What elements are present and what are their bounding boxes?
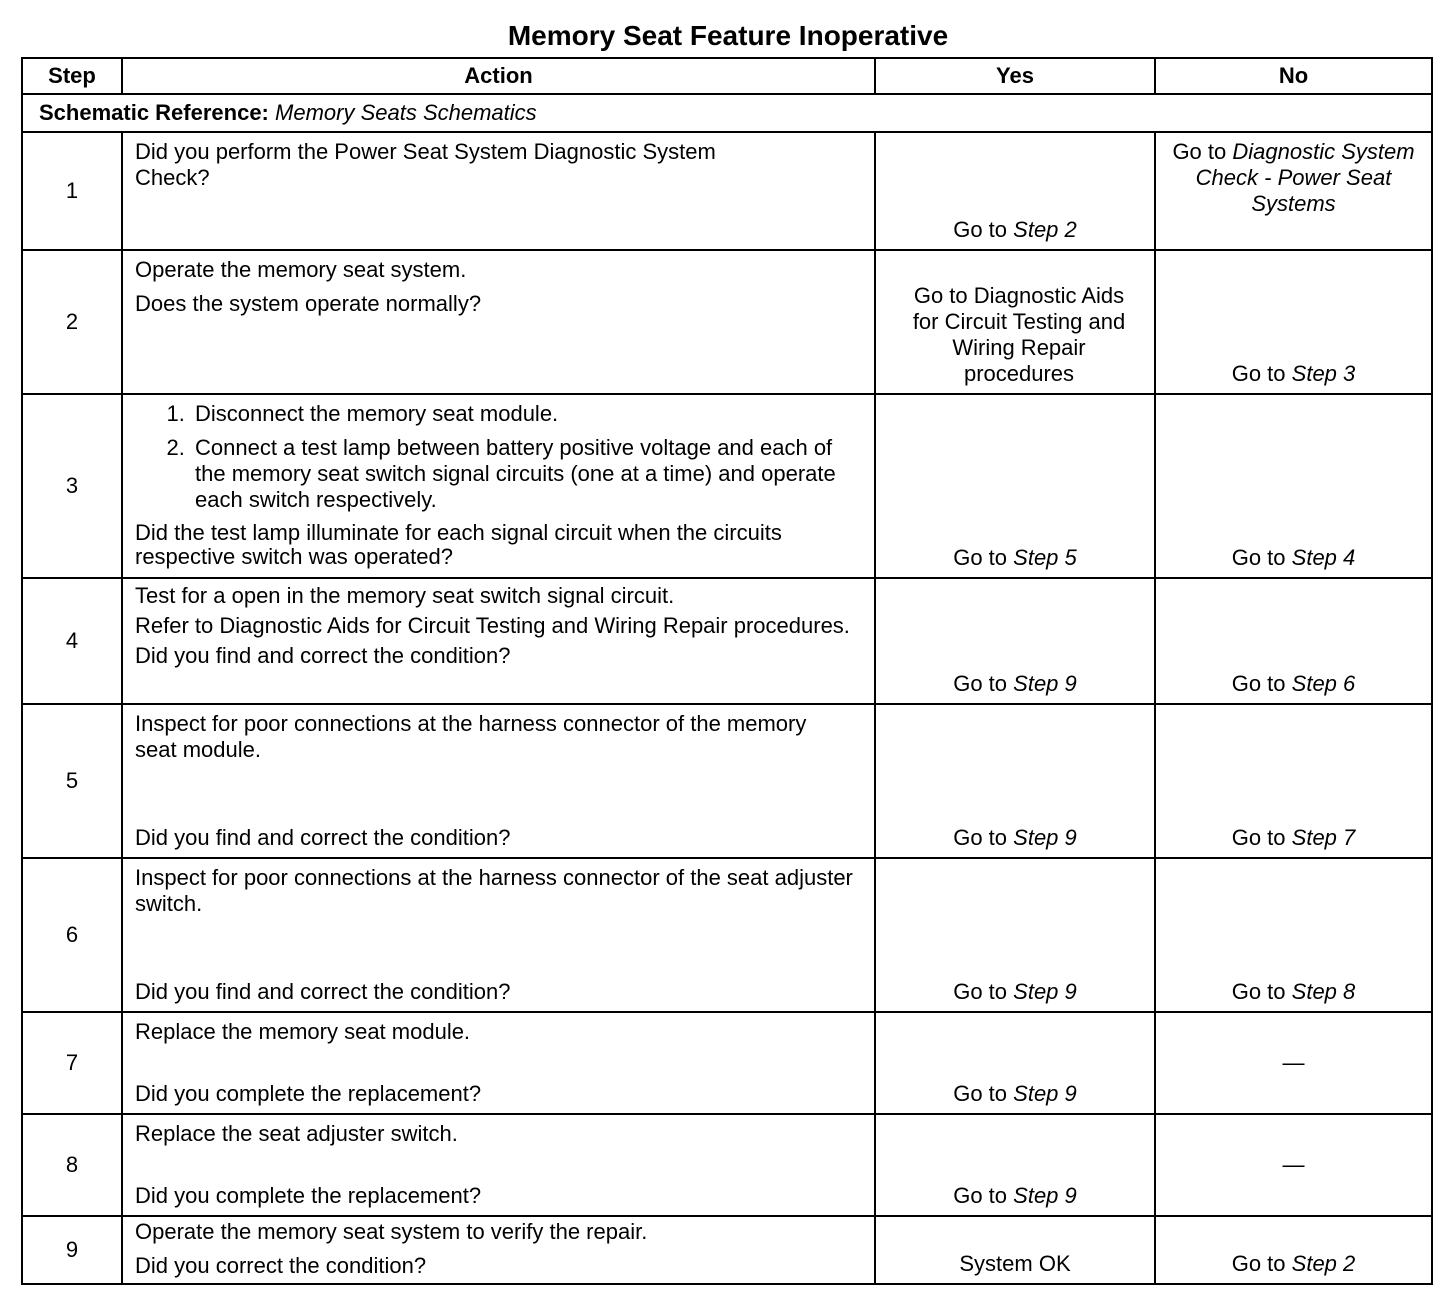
yes-prefix: Go to (953, 217, 1008, 242)
no-prefix: Go to (1231, 825, 1286, 850)
no-cell (1155, 1216, 1432, 1284)
header-no: No (1155, 58, 1432, 94)
action-cell (122, 250, 875, 394)
header-row (22, 58, 1432, 94)
action-text: Operate the memory seat system to verify the repair. (135, 1219, 648, 1244)
action-cell (122, 1012, 875, 1114)
schematic-row (22, 94, 1432, 132)
no-cell (1155, 1114, 1432, 1216)
yes-cell (875, 1216, 1155, 1284)
schematic-link[interactable]: Memory Seats Schematics (275, 100, 537, 125)
no-cell (1155, 1012, 1432, 1114)
yes-cell (875, 1114, 1155, 1216)
no-link[interactable]: Step 4 (1291, 545, 1356, 570)
table-row (22, 858, 1432, 1012)
no-dash: — (1282, 1050, 1305, 1075)
yes-cell (875, 1012, 1155, 1114)
action-cell (122, 1114, 875, 1216)
step-number: 2 (22, 250, 122, 394)
yes-cell (875, 578, 1155, 704)
no-cell (1155, 394, 1432, 578)
action-cell (122, 1216, 875, 1284)
procedure-list (135, 401, 864, 513)
yes-prefix: Go to (953, 825, 1008, 850)
action-question: Did you correct the condition? (135, 1253, 427, 1278)
action-text: Operate the memory seat system. (135, 257, 467, 282)
no-link[interactable]: Step 2 (1291, 1251, 1356, 1276)
action-question: Did you find and correct the condition? (135, 825, 511, 850)
step-number: 7 (22, 1012, 122, 1114)
yes-link[interactable]: Step 9 (1013, 979, 1077, 1004)
no-link[interactable]: Diagnostic System Check - Power Seat Systems (1195, 139, 1415, 216)
no-link[interactable]: Step 6 (1291, 671, 1356, 696)
table-row (22, 394, 1432, 578)
action-question: Did you complete the replacement? (135, 1081, 482, 1106)
no-cell (1155, 132, 1432, 250)
diagnostic-table (21, 57, 1433, 1285)
action-cell (122, 704, 875, 858)
action-text: Replace the memory seat module. (135, 1019, 471, 1044)
action-cell (122, 394, 875, 578)
action-text: Inspect for poor connections at the harness connector of the seat adjuster switch. (135, 865, 853, 916)
procedure-step: 2. Connect a test lamp between battery positive voltage and each of the memory seat switch signal circuits (one at a time) and operate each switch respectively. (191, 435, 864, 513)
schematic-reference (22, 94, 1432, 132)
action-cell (122, 858, 875, 1012)
step-number: 6 (22, 858, 122, 1012)
no-prefix: Go to (1231, 545, 1286, 570)
action-text: Replace the seat adjuster switch. (135, 1121, 458, 1146)
page-title: Memory Seat Feature Inoperative (507, 20, 949, 51)
no-prefix: Go to (1231, 361, 1286, 386)
no-dash: — (1282, 1152, 1305, 1177)
header-step: Step (22, 58, 122, 94)
action-question: Did you complete the replacement? (135, 1183, 482, 1208)
yes-cell (875, 704, 1155, 858)
no-cell (1155, 578, 1432, 704)
action-question: Did you find and correct the condition? (135, 979, 511, 1004)
action-text: Test for a open in the memory seat switch signal circuit. (135, 583, 675, 608)
table-row (22, 1012, 1432, 1114)
header-action: Action (122, 58, 875, 94)
no-link[interactable]: Step 3 (1291, 361, 1356, 386)
no-prefix: Go to (1231, 1251, 1286, 1276)
step-number: 8 (22, 1114, 122, 1216)
yes-prefix: Go to (953, 545, 1008, 570)
table-row (22, 1114, 1432, 1216)
table-row (22, 132, 1432, 250)
table-row (22, 250, 1432, 394)
yes-cell (875, 394, 1155, 578)
action-text: Did you perform the Power Seat System Diagnostic System Check? (135, 139, 716, 190)
action-question: Did you find and correct the condition? (135, 643, 511, 668)
step-number: 5 (22, 704, 122, 858)
step-number: 3 (22, 394, 122, 578)
table-row (22, 704, 1432, 858)
yes-prefix: Go to (953, 1081, 1008, 1106)
table-row (22, 1216, 1432, 1284)
yes-prefix: Go to (953, 1183, 1008, 1208)
action-content (135, 1019, 864, 1107)
yes-link[interactable]: Step 9 (1013, 1081, 1077, 1106)
action-question: Did the test lamp illuminate for each signal circuit when the circuits respective switch was operated? (135, 520, 782, 569)
action-content (135, 1121, 864, 1209)
no-prefix: Go to (1172, 139, 1227, 164)
no-cell (1155, 250, 1432, 394)
yes-link[interactable]: Step 2 (1013, 217, 1077, 242)
no-prefix: Go to (1231, 979, 1286, 1004)
action-text: Refer to Diagnostic Aids for Circuit Testing and Wiring Repair procedures. (135, 613, 850, 638)
schematic-label: Schematic Reference: (39, 100, 269, 125)
no-cell (1155, 858, 1432, 1012)
yes-prefix: Go to (953, 671, 1008, 696)
step-number: 9 (22, 1216, 122, 1284)
yes-cell (875, 250, 1155, 394)
header-yes: Yes (875, 58, 1155, 94)
yes-link[interactable]: Step 5 (1013, 545, 1077, 570)
step-number: 4 (22, 578, 122, 704)
yes-cell (875, 132, 1155, 250)
yes-cell (875, 858, 1155, 1012)
action-text: Inspect for poor connections at the harness connector of the memory seat module. (135, 711, 807, 762)
no-link[interactable]: Step 8 (1291, 979, 1356, 1004)
yes-link[interactable]: Step 9 (1013, 825, 1077, 850)
action-content (135, 865, 864, 1005)
action-content (135, 711, 864, 851)
no-link[interactable]: Step 7 (1291, 825, 1356, 850)
action-cell (122, 578, 875, 704)
yes-link[interactable]: Step 9 (1013, 1183, 1077, 1208)
no-cell (1155, 704, 1432, 858)
yes-result: System OK (959, 1251, 1071, 1276)
table-row (22, 578, 1432, 704)
no-prefix: Go to (1231, 671, 1286, 696)
procedure-step: 1. Disconnect the memory seat module. (191, 401, 864, 427)
yes-prefix: Go to (953, 979, 1008, 1004)
step-number: 1 (22, 132, 122, 250)
action-question: Does the system operate normally? (135, 291, 482, 316)
yes-link[interactable]: Step 9 (1013, 671, 1077, 696)
action-cell (122, 132, 875, 250)
yes-link[interactable]: Go to Diagnostic Aids for Circuit Testing and Wiring Repair procedures (912, 283, 1126, 386)
